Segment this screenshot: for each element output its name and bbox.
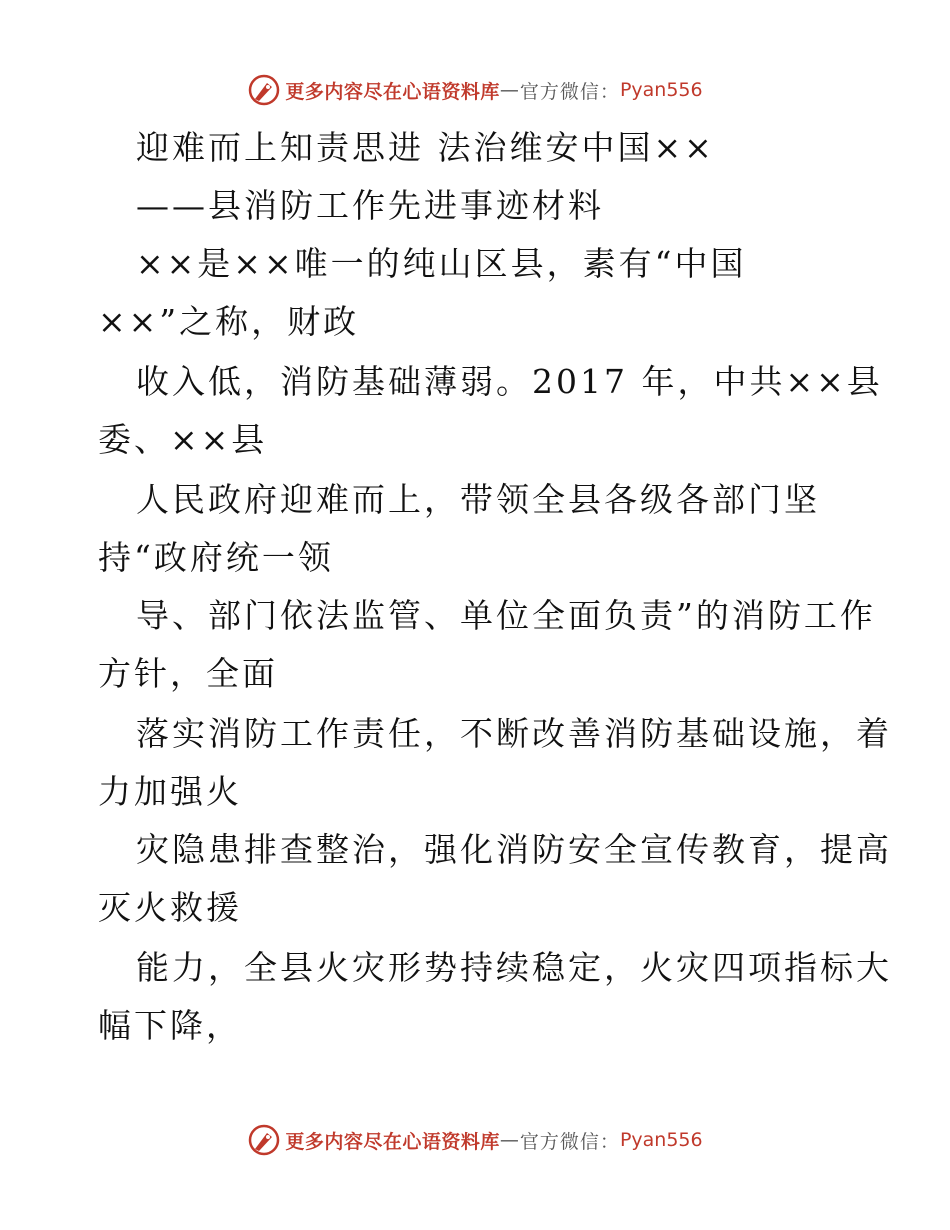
pen-nib-logo-icon: [247, 73, 281, 107]
paragraph-line: 落实消防工作责任，不断改善消防基础设施，着: [136, 714, 892, 753]
watermark-wechat-id: Pyan556: [619, 79, 703, 101]
footer-watermark: [0, 1120, 950, 1160]
paragraph-line: ××”之称，财政: [98, 302, 360, 341]
paragraph-line: 灭火救援: [98, 888, 242, 927]
paragraph-line: 方针，全面: [98, 654, 278, 693]
paragraph-line: 持“政府统一领: [98, 538, 334, 577]
document-subtitle: ——县消防工作先进事迹材料: [136, 186, 604, 225]
paragraph-line: 能力，全县火灾形势持续稳定，火灾四项指标大: [136, 948, 892, 987]
watermark-label: 官方微信：: [519, 80, 620, 103]
watermark-wechat-id: Pyan556: [619, 1129, 703, 1151]
watermark-label: 官方微信：: [519, 1130, 620, 1153]
paragraph-line: 导、部门依法监管、单位全面负责”的消防工作: [136, 596, 876, 635]
pen-nib-logo-icon: [247, 1123, 281, 1157]
watermark-dash: —: [499, 1129, 520, 1151]
paragraph-line: 幅下降，: [98, 1006, 242, 1045]
watermark-site-text: 更多内容尽在心语资料库: [285, 1130, 500, 1153]
watermark-site-text: 更多内容尽在心语资料库: [285, 80, 500, 103]
paragraph-line: 委、××县: [98, 420, 268, 459]
paragraph-line: 灾隐患排查整治，强化消防安全宣传教育，提高: [136, 830, 892, 869]
paragraph-line: ××是××唯一的纯山区县，素有“中国: [136, 244, 747, 283]
header-watermark: [0, 70, 950, 110]
watermark-dash: —: [499, 79, 520, 101]
paragraph-line: 收入低，消防基础薄弱。2017 年，中共××县: [136, 362, 883, 401]
paragraph-line: 力加强火: [98, 772, 242, 811]
paragraph-line: 人民政府迎难而上，带领全县各级各部门坚: [136, 480, 820, 519]
document-title: 迎难而上知责思进 法治维安中国××: [136, 128, 715, 167]
